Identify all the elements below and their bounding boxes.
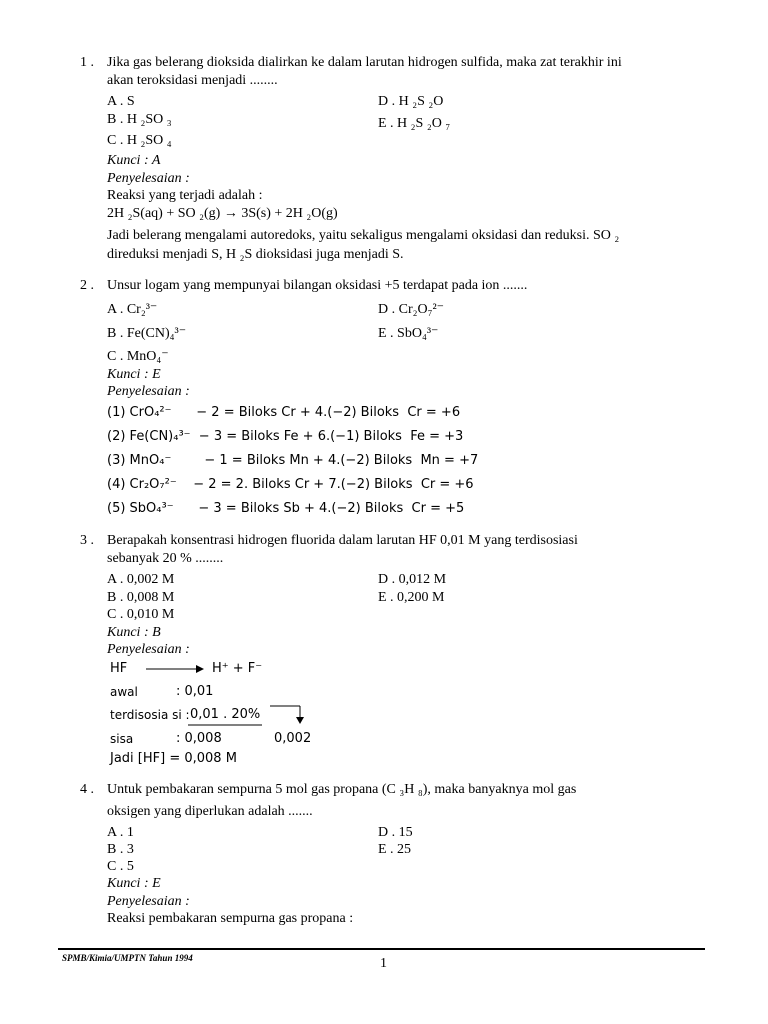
q3-sisa-value: : 0,008 [176, 731, 222, 746]
q2-solution-line4: (4) Cr₂O₇²⁻ − 2 = 2. Biloks Cr + 7.(−2) Biloks Cr = +6 [107, 477, 474, 492]
q3-option-b: B . 0,008 M [107, 590, 175, 605]
q4-option-a: A . 1 [107, 825, 134, 840]
q2-option-b: B . Fe(CN)₄³⁻ [107, 326, 187, 341]
q4-reaksi-label: Reaksi pembakaran sempurna gas propana : [107, 911, 354, 926]
q1-option-a: A . S [107, 94, 135, 109]
q1-explanation-line1: Jadi belerang mengalami autoredoks, yaitu sekaligus mengalami oksidasi dan reduksi. SO ₂ [107, 228, 620, 243]
q4-option-d: D . 15 [378, 825, 413, 840]
q3-number: 3 . [80, 533, 94, 548]
q1-explanation-line2: direduksi menjadi S, H ₂S dioksidasi juga menjadi S. [107, 247, 404, 262]
q3-sisa-label: sisa [110, 732, 134, 746]
q1-number: 1 . [80, 55, 94, 70]
reaction-arrow-icon [146, 661, 206, 677]
q3-text-line1: Berapakah konsentrasi hidrogen fluorida dalam larutan HF 0,01 M yang terdisosiasi [107, 533, 578, 548]
q1-option-d: D . H ₂S ₂O [378, 94, 444, 109]
q1-option-b: B . H ₂SO ₃ [107, 112, 172, 127]
q2-solution-line5: (5) SbO₄³⁻ − 3 = Biloks Sb + 4.(−2) Biloks Cr = +5 [107, 501, 465, 516]
q2-option-d: D . Cr₂O₇²⁻ [378, 302, 445, 317]
q3-awal-value: : 0,01 [176, 684, 214, 699]
q4-penyelesaian: Penyelesaian : [107, 894, 190, 909]
q3-terdisosiasi-label: terdisosia si : [110, 708, 190, 722]
q4-option-c: C . 5 [107, 859, 134, 874]
q3-terdisosiasi-value: 0,01 . 20% [190, 707, 261, 722]
q3-option-c: C . 0,010 M [107, 607, 175, 622]
q4-kunci: Kunci : E [107, 876, 161, 891]
q2-solution-line3: (3) MnO₄⁻ − 1 = Biloks Mn + 4.(−2) Biloks Mn = +7 [107, 453, 479, 468]
q2-option-a: A . Cr₂³⁻ [107, 302, 158, 317]
q2-option-e: E . SbO₄³⁻ [378, 326, 439, 341]
q3-dissociated-value: 0,002 [274, 731, 312, 746]
q4-number: 4 . [80, 782, 94, 797]
q3-awal-label: awal [110, 685, 138, 699]
q4-text-line1: Untuk pembakaran sempurna 5 mol gas propana (C ₃H ₈), maka banyaknya mol gas [107, 782, 577, 797]
q1-text-line2: akan teroksidasi menjadi ........ [107, 73, 278, 88]
q1-penyelesaian: Penyelesaian : [107, 171, 190, 186]
q4-option-e: E . 25 [378, 842, 412, 857]
q4-text-line2: oksigen yang diperlukan adalah ....... [107, 804, 313, 819]
q2-solution-line1: (1) CrO₄²⁻ − 2 = Biloks Cr + 4.(−2) Biloks Cr = +6 [107, 405, 461, 420]
q3-kunci: Kunci : B [107, 625, 161, 640]
q1-option-c: C . H ₂SO ₄ [107, 133, 172, 148]
footer-divider [58, 948, 705, 950]
dissociation-arrow-icon [188, 704, 308, 726]
q3-eq-right: H⁺ + F⁻ [212, 661, 263, 676]
q3-penyelesaian: Penyelesaian : [107, 642, 190, 657]
q2-text: Unsur logam yang mempunyai bilangan oksidasi +5 terdapat pada ion ....... [107, 278, 528, 293]
q2-penyelesaian: Penyelesaian : [107, 384, 190, 399]
q1-text-line1: Jika gas belerang dioksida dialirkan ke dalam larutan hidrogen sulfida, maka zat terakhir ini [107, 55, 622, 70]
q1-kunci: Kunci : A [107, 153, 161, 168]
q1-equation: 2H ₂S(aq) + SO ₂(g) → 3S(s) + 2H ₂O(g) [107, 206, 338, 221]
q3-text-line2: sebanyak 20 % ........ [107, 551, 224, 566]
q3-option-a: A . 0,002 M [107, 572, 175, 587]
q3-eq-left: HF [110, 661, 128, 676]
q2-kunci: Kunci : E [107, 367, 161, 382]
q3-conclusion: Jadi [HF] = 0,008 M [110, 751, 237, 766]
q4-option-b: B . 3 [107, 842, 134, 857]
q2-number: 2 . [80, 278, 94, 293]
q1-reaksi-label: Reaksi yang terjadi adalah : [107, 188, 263, 203]
q2-solution-line2: (2) Fe(CN)₄³⁻ − 3 = Biloks Fe + 6.(−1) Biloks Fe = +3 [107, 429, 464, 444]
footer-source: SPMB/Kimia/UMPTN Tahun 1994 [62, 953, 193, 963]
q3-option-d: D . 0,012 M [378, 572, 447, 587]
page-number: 1 [380, 956, 387, 971]
q2-option-c: C . MnO₄⁻ [107, 349, 169, 364]
q3-option-e: E . 0,200 M [378, 590, 445, 605]
q1-option-e: E . H ₂S ₂O ₇ [378, 116, 451, 131]
